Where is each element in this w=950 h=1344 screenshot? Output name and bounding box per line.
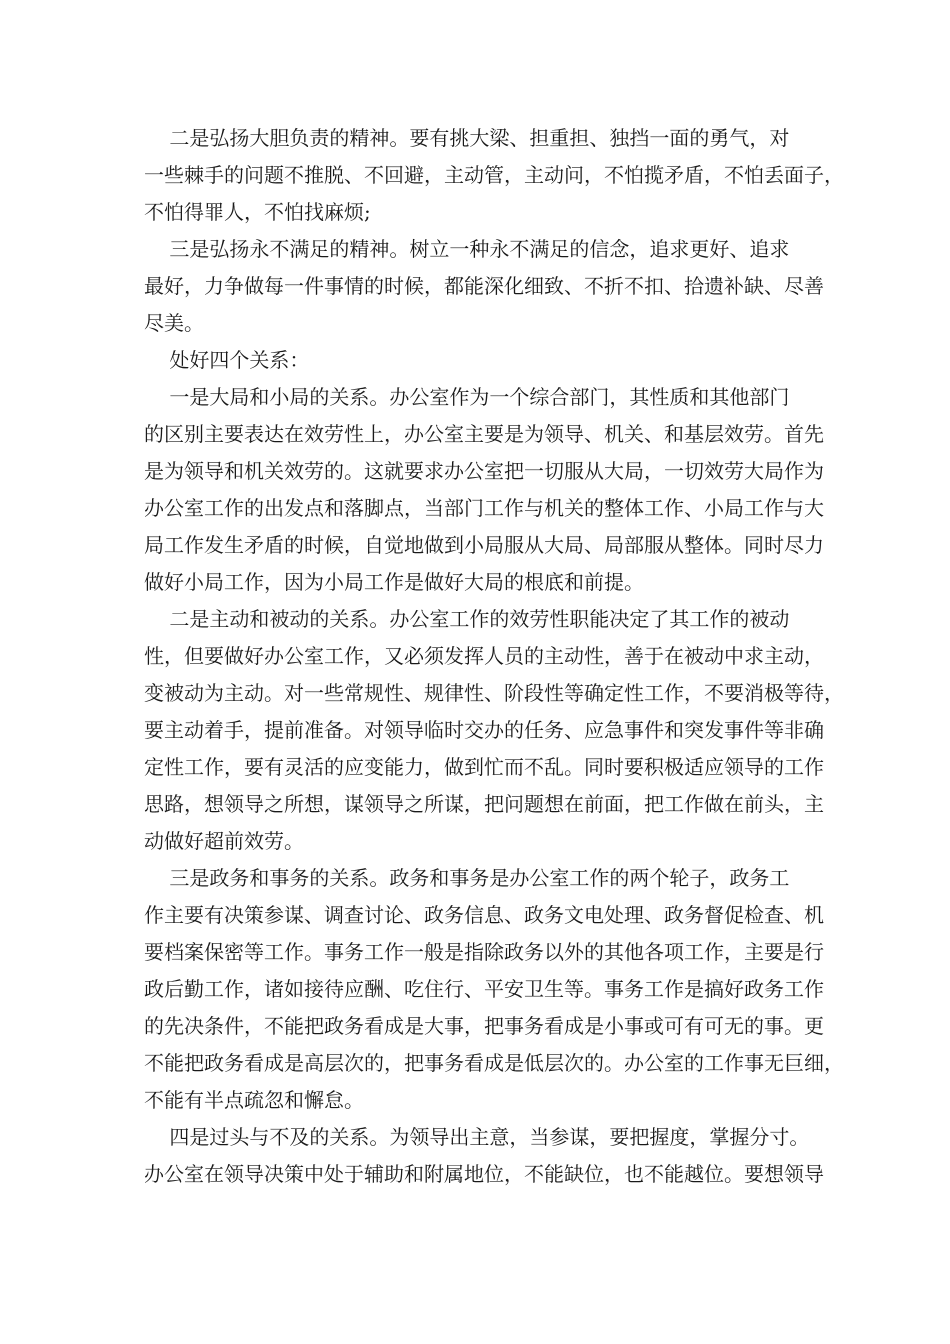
text-line: 尽美。	[144, 311, 204, 335]
text-line: 四是过头与不及的关系。为领导出主意，当参谋，要把握度，掌握分寸。	[144, 1125, 810, 1149]
text-line: 一是大局和小局的关系。办公室作为一个综合部门，其性质和其他部门	[144, 385, 790, 409]
text-line: 要档案保密等工作。事务工作一般是指除政务以外的其他各项工作，主要是行	[144, 940, 824, 964]
text-line: 思路，想领导之所想，谋领导之所谋，把问题想在前面，把工作做在前头，主	[144, 792, 824, 816]
text-line: 三是弘扬永不满足的精神。树立一种永不满足的信念，追求更好、追求	[144, 237, 790, 261]
text-line: 办公室在领导决策中处于辅助和附属地位，不能缺位，也不能越位。要想领导	[144, 1162, 824, 1186]
text-line: 不能把政务看成是高层次的，把事务看成是低层次的。办公室的工作事无巨细，	[144, 1051, 844, 1075]
text-line: 的先决条件，不能把政务看成是大事，把事务看成是小事或可有可无的事。更	[144, 1014, 824, 1038]
text-line: 是为领导和机关效劳的。这就要求办公室把一切服从大局，一切效劳大局作为	[144, 459, 824, 483]
text-line: 变被动为主动。对一些常规性、规律性、阶段性等确定性工作，不要消极等待，	[144, 681, 844, 705]
text-line: 不怕得罪人，不怕找麻烦;	[144, 200, 371, 224]
text-line: 最好，力争做每一件事情的时候，都能深化细致、不折不扣、拾遗补缺、尽善	[144, 274, 824, 298]
text-line: 要主动着手，提前准备。对领导临时交办的任务、应急事件和突发事件等非确	[144, 718, 824, 742]
text-line: 定性工作，要有灵活的应变能力，做到忙而不乱。同时要积极适应领导的工作	[144, 755, 824, 779]
text-line: 性，但要做好办公室工作，又必须发挥人员的主动性，善于在被动中求主动，	[144, 644, 824, 668]
text-line: 不能有半点疏忽和懈怠。	[144, 1088, 364, 1112]
text-line: 政后勤工作，诸如接待应酬、吃住行、平安卫生等。事务工作是搞好政务工作	[144, 977, 824, 1001]
text-line: 动做好超前效劳。	[144, 829, 304, 853]
text-line: 二是弘扬大胆负责的精神。要有挑大梁、担重担、独挡一面的勇气，对	[144, 126, 790, 150]
text-line: 一些棘手的问题不推脱、不回避，主动管，主动问，不怕揽矛盾，不怕丢面子，	[144, 163, 844, 187]
text-line: 做好小局工作，因为小局工作是做好大局的根底和前提。	[144, 570, 644, 594]
text-line: 的区别主要表达在效劳性上，办公室主要是为领导、机关、和基层效劳。首先	[144, 422, 824, 446]
text-line: 二是主动和被动的关系。办公室工作的效劳性职能决定了其工作的被动	[144, 607, 790, 631]
section-heading: 处好四个关系：	[144, 348, 310, 372]
text-line: 局工作发生矛盾的时候，自觉地做到小局服从大局、局部服从整体。同时尽力	[144, 533, 824, 557]
text-line: 三是政务和事务的关系。政务和事务是办公室工作的两个轮子，政务工	[144, 866, 790, 890]
text-line: 作主要有决策参谋、调查讨论、政务信息、政务文电处理、政务督促检查、机	[144, 903, 824, 927]
text-line: 办公室工作的出发点和落脚点，当部门工作与机关的整体工作、小局工作与大	[144, 496, 824, 520]
